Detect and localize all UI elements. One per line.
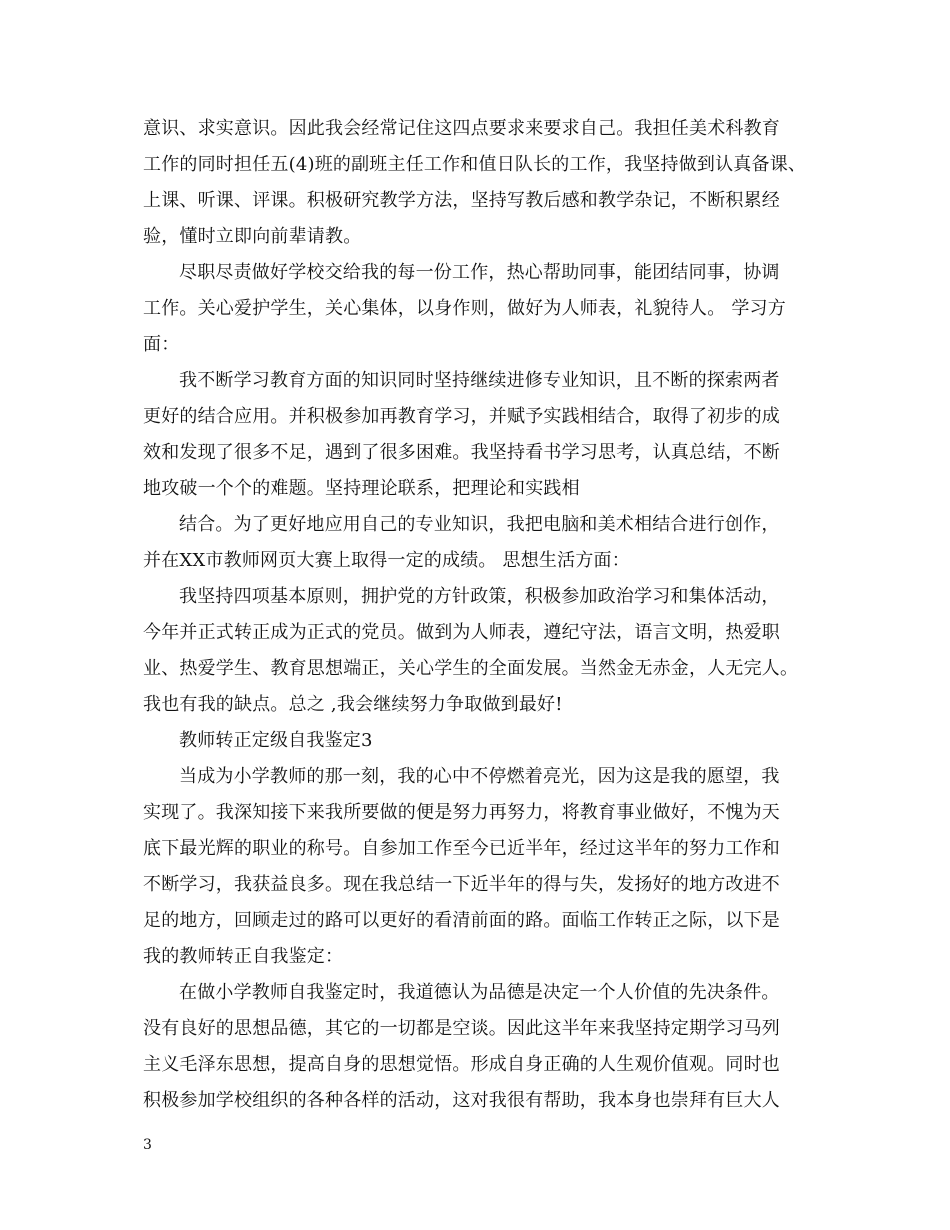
page-number: 3	[143, 1137, 152, 1153]
text-line: 我坚持四项基本原则，拥护党的方针政策，积极参加政治学习和集体活动，	[179, 586, 780, 607]
text-line: 意识、求实意识。因此我会经常记住这四点要求来要求自己。我担任美术科教育	[143, 118, 780, 139]
text-line: 主义毛泽东思想，提高自身的思想觉悟。形成自身正确的人生观价值观。同时也	[143, 1054, 780, 1075]
text-line: 尽职尽责做好学校交给我的每一份工作，热心帮助同事，能团结同事，协调	[179, 262, 780, 283]
text-line: 业、热爱学生、教育思想端正，关心学生的全面发展。当然金无赤金，人无完人。	[143, 658, 799, 679]
text-line: 结合。为了更好地应用自己的专业知识，我把电脑和美术相结合进行创作，	[179, 514, 780, 535]
text-line: 积极参加学校组织的各种各样的活动，这对我很有帮助，我本身也崇拜有巨大人	[143, 1090, 780, 1111]
text-line: 我不断学习教育方面的知识同时坚持继续进修专业知识，且不断的探索两者	[179, 370, 780, 391]
text-line: 面：	[143, 334, 180, 355]
section-heading: 教师转正定级自我鉴定3	[179, 730, 373, 751]
text-line: 效和发现了很多不足，遇到了很多困难。我坚持看书学习思考，认真总结，不断	[143, 442, 780, 463]
text-line: 足的地方，回顾走过的路可以更好的看清前面的路。面临工作转正之际，以下是	[143, 910, 780, 931]
text-line: 地攻破一个个的难题。坚持理论联系，把理论和实践相	[143, 478, 580, 499]
text-line: 今年并正式转正成为正式的党员。做到为人师表，遵纪守法，语言文明，热爱职	[143, 622, 780, 643]
text-line: 不断学习，我获益良多。现在我总结一下近半年的得与失，发扬好的地方改进不	[143, 874, 780, 895]
text-line: 实现了。我深知接下来我所要做的便是努力再努力，将教育事业做好，不愧为天	[143, 802, 780, 823]
text-line: 底下最光辉的职业的称号。自参加工作至今已近半年，经过这半年的努力工作和	[143, 838, 780, 859]
text-line: 工作的同时担任五(4)班的副班主任工作和值日队长的工作，我坚持做到认真备课、	[143, 154, 807, 175]
text-line: 上课、听课、评课。积极研究教学方法，坚持写教后感和教学杂记，不断积累经	[143, 190, 780, 211]
text-line: 我也有我的缺点。总之 ,我会继续努力争取做到最好!	[143, 694, 563, 715]
text-line: 我的教师转正自我鉴定：	[143, 946, 344, 967]
text-line: 验，懂时立即向前辈请教。	[143, 226, 362, 247]
text-line: 在做小学教师自我鉴定时，我道德认为品德是决定一个人价值的先决条件。	[179, 982, 780, 1003]
text-line: 更好的结合应用。并积极参加再教育学习，并赋予实践相结合，取得了初步的成	[143, 406, 780, 427]
text-line: 没有良好的思想品德，其它的一切都是空谈。因此这半年来我坚持定期学习马列	[143, 1018, 780, 1039]
text-line: 并在XX市教师网页大赛上取得一定的成绩。 思想生活方面：	[143, 550, 630, 571]
text-line: 工作。关心爱护学生，关心集体，以身作则，做好为人师表，礼貌待人。 学习方	[143, 298, 786, 319]
text-line: 当成为小学教师的那一刻，我的心中不停燃着亮光，因为这是我的愿望，我	[179, 766, 780, 787]
